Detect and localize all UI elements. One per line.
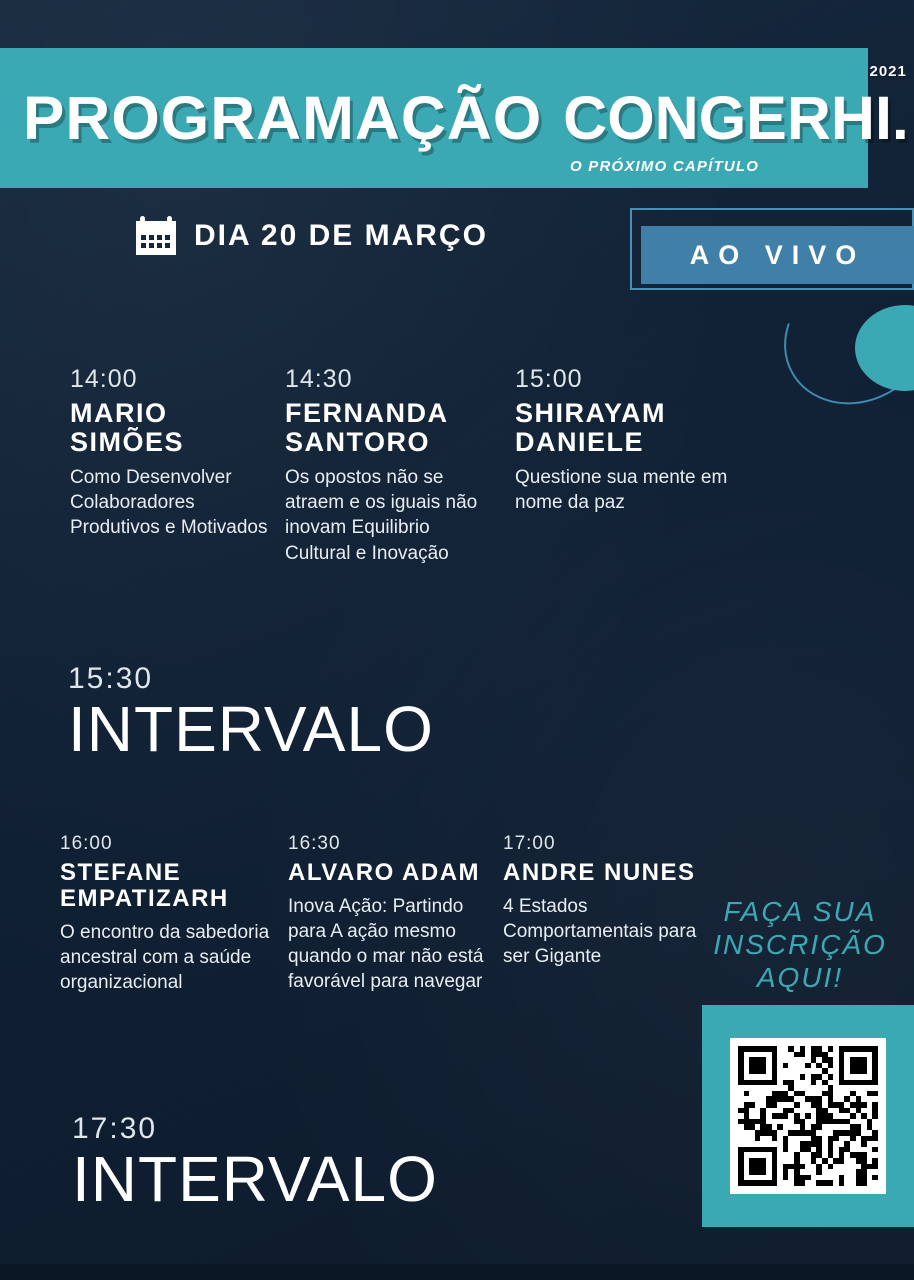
session-description: Os opostos não se atraem e os iguais não inovam Equilibrio Cultural e Inovação xyxy=(285,467,478,564)
date-row xyxy=(134,214,488,258)
session-time: 16:30 xyxy=(288,833,341,854)
session-description: Como Desenvolver Colaboradores Produtivos e Motivados xyxy=(70,467,268,539)
break-time: 15:30 xyxy=(68,662,154,695)
session-speaker: MARIO SIMÕES xyxy=(70,398,185,458)
session-speaker: SHIRAYAM DANIELE xyxy=(515,398,667,458)
session-card xyxy=(503,833,703,969)
session-description: 4 Estados Comportamentais para ser Gigante xyxy=(503,895,697,968)
session-card xyxy=(70,365,275,541)
session-description: Questione sua mente em nome da paz xyxy=(515,467,728,514)
break-label: INTERVALO xyxy=(72,1143,438,1215)
calendar-icon xyxy=(134,214,178,258)
session-time: 16:00 xyxy=(60,833,113,854)
header-content xyxy=(0,48,914,188)
session-card xyxy=(515,365,730,515)
break-time: 17:30 xyxy=(72,1112,158,1145)
live-badge-label: AO VIVO xyxy=(689,239,866,270)
qr-panel xyxy=(702,1005,914,1227)
session-speaker: STEFANE EMPATIZARH xyxy=(60,859,229,912)
break-block xyxy=(72,1112,438,1213)
session-speaker: ANDRE NUNES xyxy=(503,859,696,886)
session-card xyxy=(285,365,497,566)
session-speaker: ALVARO ADAM xyxy=(288,859,481,886)
session-time: 14:00 xyxy=(70,365,138,393)
break-label: INTERVALO xyxy=(68,693,434,765)
event-date: DIA 20 DE MARÇO xyxy=(194,219,488,252)
session-card xyxy=(60,833,275,995)
cta-label: FAÇA SUA INSCRIÇÃO AQUI! xyxy=(713,896,887,994)
event-name-text: CONGERHI. xyxy=(563,83,909,152)
bottom-strip xyxy=(0,1264,914,1280)
session-time: 15:00 xyxy=(515,365,583,393)
session-description: Inova Ação: Partindo para A ação mesmo quando o mar não está favorável para navegar xyxy=(288,895,484,993)
event-name xyxy=(563,62,909,152)
qr-modules xyxy=(738,1046,878,1186)
session-time: 17:00 xyxy=(503,833,556,854)
page-title: PROGRAMAÇÃO xyxy=(22,83,543,152)
session-time: 14:30 xyxy=(285,365,353,393)
session-speaker: FERNANDA SANTORO xyxy=(285,398,448,458)
event-subtitle: O PRÓXIMO CAPÍTULO xyxy=(570,158,760,175)
session-card xyxy=(288,833,493,994)
session-description: O encontro da sabedoria ancestral com a saúde organizacional xyxy=(60,921,270,993)
break-block xyxy=(68,662,434,763)
qr-code[interactable] xyxy=(730,1038,886,1194)
event-year: 2021 xyxy=(869,62,907,80)
